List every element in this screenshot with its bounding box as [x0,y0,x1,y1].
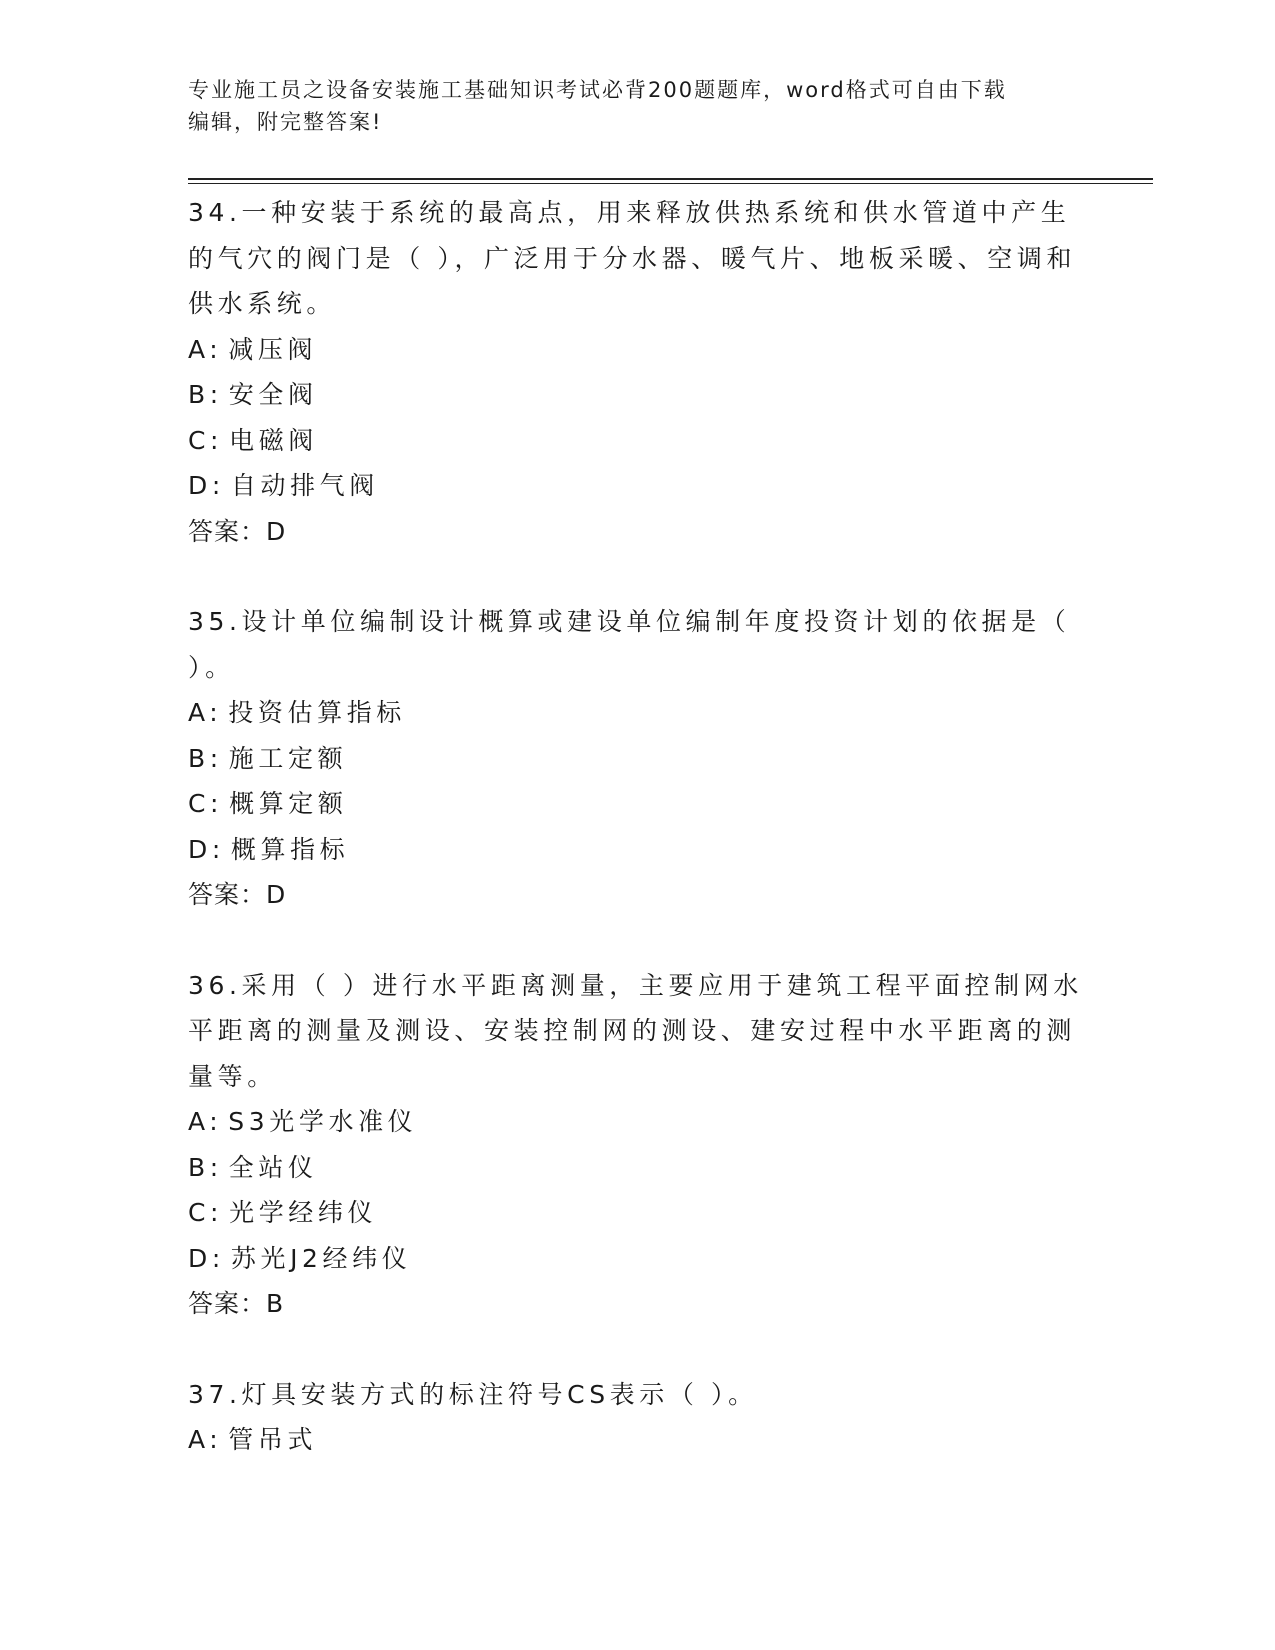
option-text: 全站仪 [228,1152,318,1182]
option-text: 电磁阀 [229,425,318,455]
option-text: 安全阀 [228,380,318,409]
question-36 [188,963,1088,1327]
option-a [188,1417,1088,1463]
option-text: 苏光J2经纬仪 [230,1243,412,1273]
question-list [188,190,1088,1463]
option-a [188,690,1088,736]
option-letter: C: [188,1198,224,1227]
option-b [188,372,1088,418]
option-text: 概算定额 [229,789,348,818]
spacer [188,1327,1088,1372]
header-title-line-1: 专业施工员之设备安装施工基础知识考试必背200题题库，word格式可自由下载 [188,78,1007,102]
option-letter: B: [188,1152,223,1182]
header-divider [188,178,1153,184]
option-letter: D: [188,1243,225,1273]
option-d [188,827,1088,873]
option-letter: B: [188,380,223,409]
answer-line: 答案：D [188,880,287,909]
option-b [188,1145,1088,1191]
option-text: 施工定额 [228,743,348,773]
option-a [188,1099,1088,1145]
option-text: 概算指标 [230,834,350,864]
spacer [188,554,1088,599]
option-letter: A: [188,334,223,364]
option-text: 光学经纬仪 [229,1198,378,1227]
question-37 [188,1372,1088,1463]
option-d [188,1236,1088,1282]
option-letter: A: [188,1107,223,1136]
option-text: 投资估算指标 [228,698,406,727]
option-text: 自动排气阀 [230,471,379,500]
question-34 [188,190,1088,554]
option-text: S3光学水准仪 [228,1107,418,1136]
option-d [188,463,1088,509]
option-letter: D: [188,471,225,500]
option-c [188,418,1088,464]
question-stem: 37.灯具安装方式的标注符号CS表示（ ）。 [188,1379,758,1409]
option-letter: C: [188,789,224,818]
option-b [188,736,1088,782]
option-letter: D: [188,834,225,864]
document-header [188,74,1068,138]
option-text: 减压阀 [228,334,318,364]
option-letter: A: [188,1425,223,1454]
option-a [188,327,1088,373]
question-35 [188,599,1088,918]
question-stem: 36.采用（ ）进行水平距离测量，主要应用于建筑工程平面控制网水平距离的测量及测设、安装控制网的测设、建安过程中水平距离的测量等。 [188,970,1083,1091]
option-text: 管吊式 [228,1425,318,1454]
spacer [188,918,1088,963]
answer-line: 答案：D [188,516,287,546]
option-letter: A: [188,698,223,727]
header-title-line-2: 编辑，附完整答案! [188,110,383,134]
question-stem: 34.一种安装于系统的最高点，用来释放供热系统和供水管道中产生的气穴的阀门是（ ），广泛用于分水器、暖气片、地板采暖、空调和供水系统。 [188,198,1077,318]
option-letter: C: [188,425,224,455]
option-c [188,781,1088,827]
question-stem: 35.设计单位编制设计概算或建设单位编制年度投资计划的依据是（ ）。 [188,607,1071,682]
option-c [188,1190,1088,1236]
option-letter: B: [188,743,223,773]
answer-line: 答案：B [188,1289,285,1318]
